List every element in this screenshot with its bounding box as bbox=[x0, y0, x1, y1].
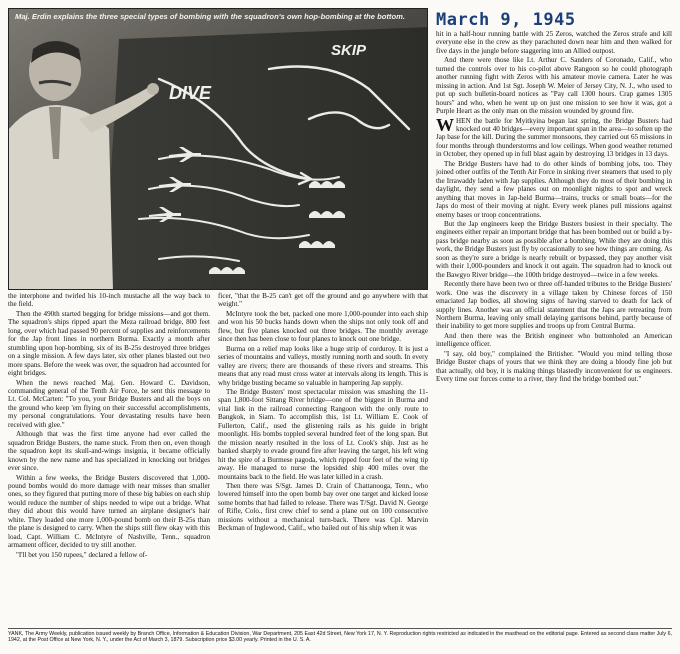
column-1-paragraph: the interphone and twirled his 10-inch mustache all the way back to the field. bbox=[8, 292, 210, 309]
issue-date: March 9, 1945 bbox=[436, 10, 576, 30]
column-2-paragraph: Burma on a relief map looks like a huge strip of corduroy. It is just a series of mountains and valleys, mostly running north and south. In every valley are rivers; there are thousands of these rivers and streams. This means that any road must cross water at intervals along its length. This is why bridge busting became so valuable in hampering Jap supply. bbox=[218, 344, 428, 387]
column-1-paragraph: When the news reached Maj. Gen. Howard C. Davidson, commanding general of the Tenth Air Force, he sent this message to Lt. Col. McCarten: "To you, your Bridge Busters and all the boys on the ground who keep 'em flying on their successful accomplishments, my personal congratulations. Your devastating results have been received with glee." bbox=[8, 378, 210, 429]
section-opening-text: HEN the battle for Myitkyina began last spring, the Bridge Busters had knocked out 40 bridges—every important span in the area—to soften up the Jap base for the kill. During the summer monsoons, they carried out 65 missions in four months through thunderstorms and low ceilings. When good weather returned in October, they opened up in full blast again by destroying 13 bridges in 13 days. bbox=[436, 116, 672, 159]
photo-caption: Maj. Erdin explains the three special types of bombing with the squadron's own hop-bombing at the bottom. bbox=[15, 12, 405, 21]
column-1-paragraph: "I'll bet you 150 rupees," declared a fellow of- bbox=[16, 550, 148, 559]
column-1-paragraph: Although that was the first time anyone had ever called the squadron Bridge Busters, the name stuck. From then on, even though the squadron kept its skull-and-wings insignia, it became officially known by the new name and has specialized in knocking out bridges ever since. bbox=[8, 430, 210, 473]
article-column-2 bbox=[218, 292, 428, 622]
publication-footer: YANK, The Army Weekly, publication issued weekly by Branch Office, Information & Education Division, War Department, 205 East 42d Street, New York 17, N. Y. Reproduction rights restricted as indicated in the masthead on the editorial page. Entered as second class matter July 6, 1942, at the Post Office at New York, N. Y., under the Act of March 3, 1879. Subscription price $3.00 yearly. Printed in the U. S. A. bbox=[8, 628, 672, 644]
article-column-1 bbox=[8, 292, 210, 622]
dive-label: DIVE bbox=[169, 83, 212, 103]
section-opening-paragraph bbox=[436, 114, 672, 159]
column-3-paragraph: hit in a half-hour running battle with 25 Zeros, watched the Zeros strafe and kill everyone else in the crew as they parachuted down near him and then walked for five days in the jungle before staggering into an Allied outpost. bbox=[436, 30, 672, 55]
skip-label: SKIP bbox=[331, 42, 367, 59]
drop-cap: W bbox=[436, 114, 454, 135]
article-column-3 bbox=[436, 30, 672, 622]
column-1-paragraph: Within a few weeks, the Bridge Busters discovered that 1,000-pound bombs would do more damage with near misses than smaller ones, so they figured that putting more of these big babies on each ship would reduce the number of ships needed to wipe out a bridge. What they did about this would have turned an airplane designer's hair white. They loaded one more 1,000-pound bomb on their B-25s than the plane is designed to carry. When the ships still flew okay with this load, Capt. William C. McIntyre of Nashville, Tenn., squadron armament officer, decided to try still another. bbox=[8, 473, 210, 550]
column-3-paragraph: And then there was the British engineer who buttonholed an American intelligence officer. bbox=[436, 331, 672, 349]
column-1-paragraph: Then the 490th started begging for bridge missions—and got them. The squadron's ships ripped apart the Meza railroad bridge, 800 feet long, over which had passed 90 percent of supplies and reinforcements for the Jap front lines in northern Burma. Exactly a month after stumbling upon hop-bombing, six of its B-25s destroyed three bridges on a single mission. A few days later, six other planes blasted out two more spans. Before the week was over, the squadron had accounted for eight bridges. bbox=[8, 309, 210, 378]
blackboard-illustration bbox=[9, 9, 428, 290]
column-2-paragraph: Then there was S/Sgt. James D. Crain of Chattanooga, Tenn., who lowered himself into the open bomb bay over one target and kicked loose some bombs that had failed to release. There was T/Sgt. David N. George of Rifle, Colo., first crew chief to send a plane out on 100 consecutive missions without a mechanical turn-back. There was Cpl. Marvin Beckman of Inglewood, Calif., who bailed out of his ship when it was bbox=[218, 481, 428, 533]
column-2-paragraph: ficer, "that the B-25 can't get off the ground and go anywhere with that weight." bbox=[218, 292, 428, 309]
column-3-paragraph: Recently there have been two or three off-handed tributes to the Bridge Busters' work. One was the discovery in a village taken by Chinese forces of 150 emaciated Jap bodies, all showing signs of having starved to death for lack of supply lines. Another was an official statement that the Japs are retreating from Northern Burma, leaving only small delaying garrisons behind, partly because of their inability to get more supplies and troops up from Central Burma. bbox=[436, 280, 672, 331]
bombing-diagram-photo bbox=[8, 8, 428, 290]
column-2-paragraph: The Bridge Busters' most spectacular mission was smashing the 11-span 1,800-foot Sittang River bridge—one of the biggest in Burma and vital link in the railroad connecting Rangoon with the only route to Bangkok, in Siam. To accomplish this, 1st Lt. William E. Cook of Fullerton, Calif., used the glistening rails as his guide in bright moonlight. His bombs toppled several hundred feet of the long span. But the mission nearly resulted in the loss of Lt. Cook's ship. Just as he banked sharply to evade ground fire after leaving the target, his left wing hit the spire of a Burmese pagoda, which ripped four feet of the wing tip away. He managed to nurse the lopsided ship 400 miles over the mountains back to the field. He was later killed in a crash. bbox=[218, 387, 428, 481]
blackboard bbox=[104, 27, 428, 290]
column-3-paragraph: The Bridge Busters have had to do other kinds of bombing jobs, too. They joined other outfits of the Tenth Air Force in sinking river steamers that used to ply the Irrawaddy laden with Jap supplies. Although they do most of their bombing in daylight, they send a few planes out on moonlight nights to spot and wreck anything that moves in Jap-held Burma—trains, trucks or small boats—for the Japs do most of their moving at night. Every week planes pull missions against enemy bases or troop concentrations. bbox=[436, 159, 672, 219]
column-2-paragraph: McIntyre took the bet, packed one more 1,000-pounder into each ship and won his 50 bucks hands down when the ships not only took off and flew, but five planes knocked out three bridges. The monthly average since then has been close to four planes to knock out one bridge. bbox=[218, 309, 428, 344]
column-3-paragraph: And there were those like Lt. Arthur C. Sanders of Coronado, Calif., who turned the controls over to his co-pilot above Rangoon so he could photograph another running fight with Zeros with his amateur movie camera. Later he was missing in action. And 1st Sgt. Joseph W. Meier of Jersey City, N. J., who used to put up such bulletin-board notices as "Pay call 1300 hours. Crap games 1305 hours" and who, when he went up on just one mission to see how it was, got a Purple Heart as the only man on the mission wounded by ground fire. bbox=[436, 56, 672, 116]
column-3-paragraph: But the Jap engineers keep the Bridge Busters busiest in their specialty. The engineers either repair an important bridge that has been bombed out or build a by-pass bridge nearby as soon as possible after a bombing. While they are doing this work, the Bridge Busters just fly by occasionally to see how things are coming. As soon as they're sure a bridge is nearly rebuilt or bypassed, they pay another visit with their 1,000-pounders and knock it out again. The squadron had to knock out the Bawgyo River bridge—the 100th bridge destroyed—twice in a few weeks. bbox=[436, 219, 672, 279]
column-3-paragraph: "I say, old boy," complained the Britisher. "Would you mind telling those Bridge Buster chaps of yours that we think they are doing a bloody fine job but that actually, old boy, it is making things blastedly inconvenient for us engineers. Every time our forces come to a river, they find the bridge bombed out." bbox=[436, 349, 672, 384]
